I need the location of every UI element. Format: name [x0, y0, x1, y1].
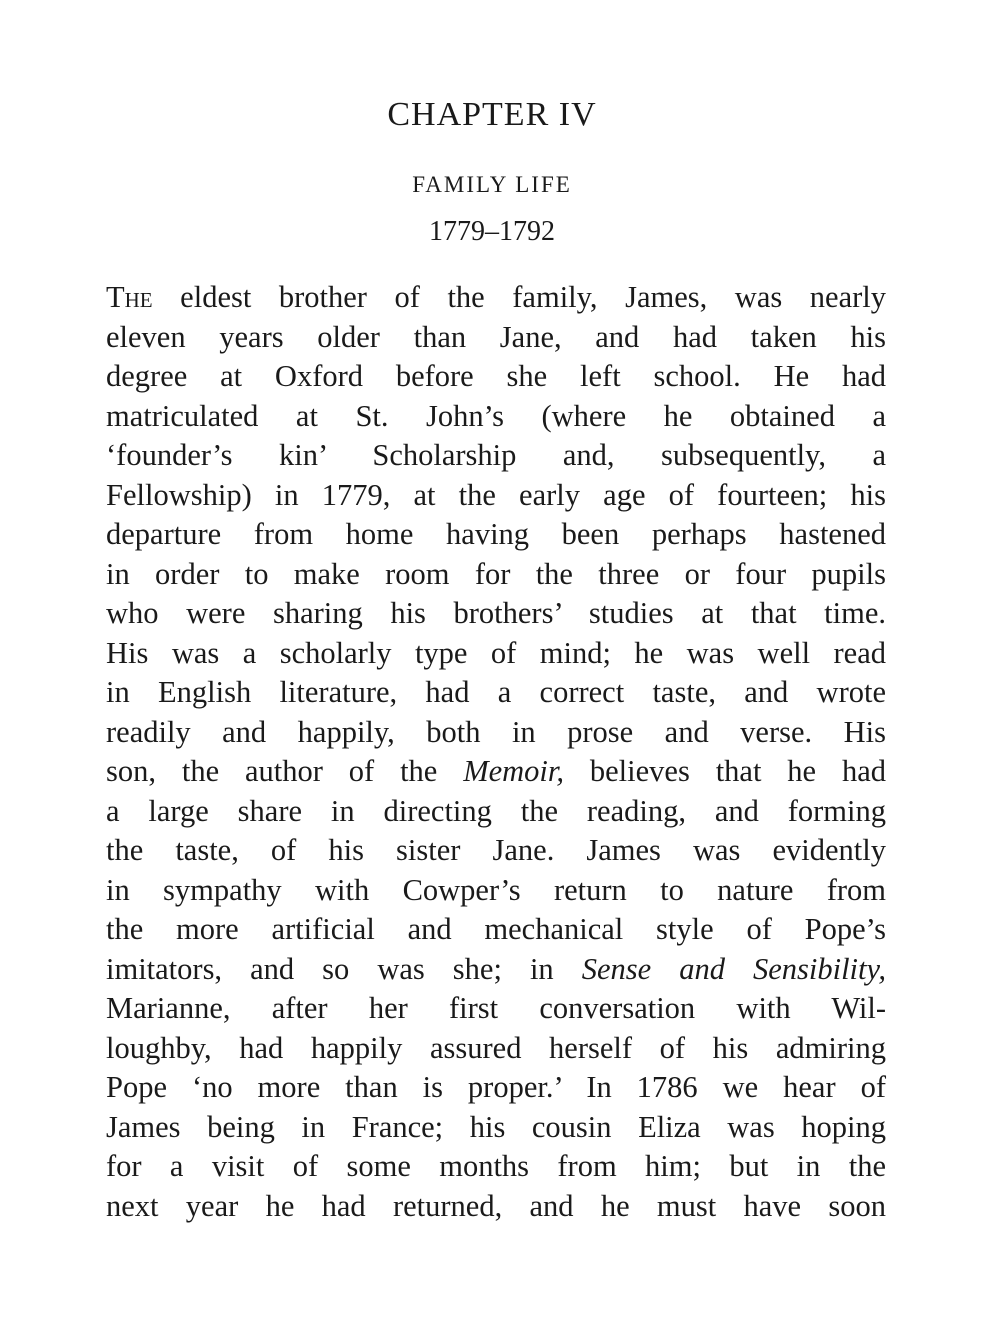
- text-line: eleven years older than Jane, and had taken his: [106, 319, 886, 354]
- text-line-content: eldest brother of the family, James, was nearly: [152, 280, 886, 314]
- text-line: [106, 278, 886, 318]
- text-line: Pope ‘no more than is proper.’ In 1786 we hear of: [106, 1070, 886, 1104]
- body-paragraph: [106, 278, 886, 1226]
- italic-title: Sense and Sensibility,: [581, 951, 886, 986]
- text-line: departure from home having been perhaps hastened: [106, 517, 886, 551]
- text-line: next year he had returned, and he must have soon: [106, 1188, 886, 1223]
- section-heading: FAMILY LIFE: [412, 172, 572, 197]
- text-line: Marianne, after her first conversation with Wil-: [106, 991, 886, 1025]
- text-line: matriculated at St. John’s (where he obtained a: [106, 398, 886, 433]
- text-line: [106, 950, 886, 990]
- chapter-heading: CHAPTER IV: [387, 96, 597, 133]
- text-line: loughby, had happily assured herself of his admiring: [106, 1030, 886, 1065]
- italic-title: Memoir,: [463, 754, 565, 788]
- text-line: who were sharing his brothers’ studies at that time.: [106, 596, 886, 630]
- text-line: His was a scholarly type of mind; he was well read: [106, 635, 886, 670]
- text-line: for a visit of some months from him; but in the: [106, 1149, 886, 1183]
- text-line: degree at Oxford before she left school. He had: [106, 359, 886, 393]
- text-line: James being in France; his cousin Eliza was hoping: [106, 1109, 886, 1144]
- text-line: [106, 752, 886, 792]
- text-line: ‘founder’s kin’ Scholarship and, subsequently, a: [106, 438, 886, 472]
- text-line: the more artificial and mechanical style of Pope’s: [106, 912, 886, 946]
- text-segment: believes that he had: [564, 754, 886, 788]
- text-line: Fellowship) in 1779, at the early age of fourteen; his: [106, 477, 886, 512]
- text-line: in order to make room for the three or four pupils: [106, 556, 886, 591]
- text-line: in sympathy with Cowper’s return to nature from: [106, 872, 886, 907]
- text-line: the taste, of his sister Jane. James was evidently: [106, 833, 886, 867]
- text-line: a large share in directing the reading, and forming: [106, 793, 886, 828]
- text-segment: imitators, and so was she; in: [106, 951, 582, 986]
- opening-word: The: [106, 280, 153, 314]
- text-line: in English literature, had a correct taste, and wrote: [106, 675, 886, 709]
- text-segment: son, the author of the: [106, 754, 464, 788]
- date-range: 1779–1792: [429, 216, 555, 247]
- text-line: readily and happily, both in prose and verse. His: [106, 714, 886, 749]
